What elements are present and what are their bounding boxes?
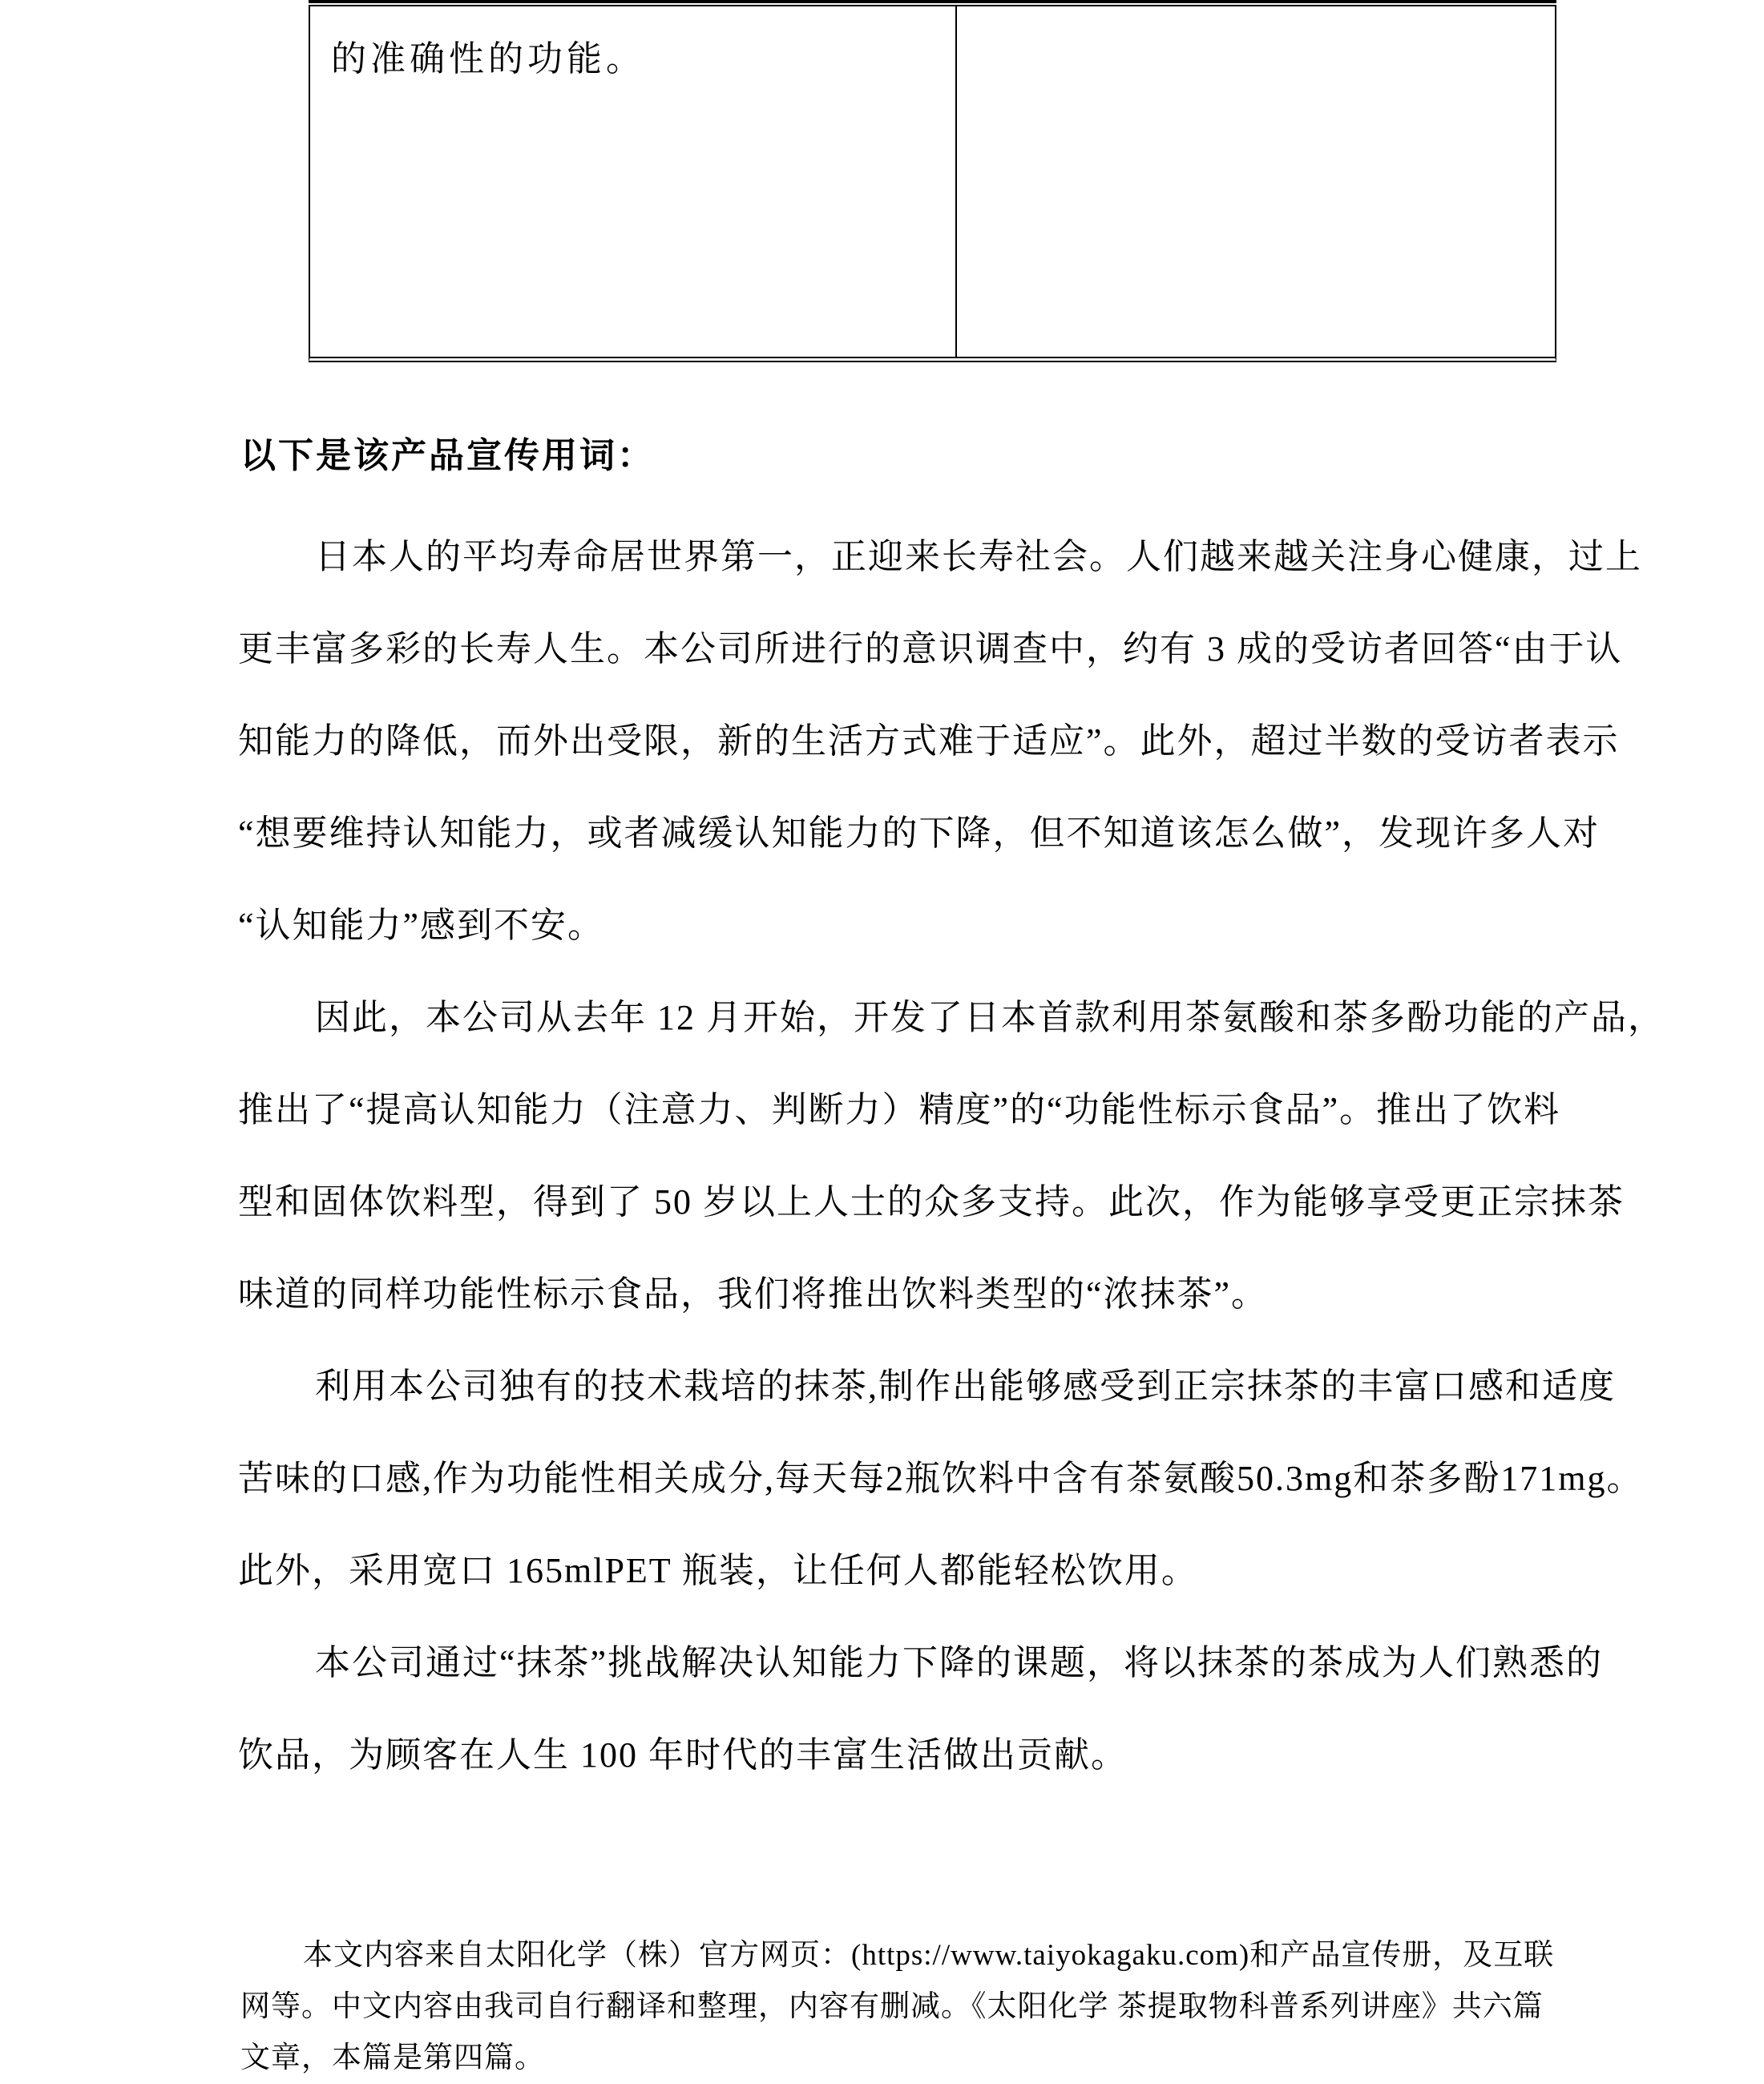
table-cell-right [957, 6, 1555, 357]
body-line: 利用本公司独有的技术栽培的抹茶,制作出能够感受到正宗抹茶的丰富口感和适度 [315, 1367, 1616, 1406]
body-text [238, 511, 1665, 1801]
section-heading: 以下是该产品宣传用词： [240, 436, 655, 475]
product-table [309, 5, 1556, 362]
table-top-rule [309, 0, 1556, 3]
body-line: 因此，本公司从去年 12 月开始，开发了日本首款利用茶氨酸和茶多酚功能的产品， [315, 998, 1665, 1037]
body-line: 本公司通过“抹茶”挑战解决认知能力下降的课题，将以抹茶的茶成为人们熟悉的 [315, 1643, 1604, 1682]
footer-note [240, 1930, 1635, 2084]
table-cell-left-text: 的准确性的功能。 [331, 39, 645, 79]
body-line: 此外，采用宽口 165mlPET 瓶装，让任何人都能轻松饮用。 [238, 1551, 1198, 1590]
body-line: 知能力的降低，而外出受限，新的生活方式难于适应”。此外，超过半数的受访者表示 [238, 721, 1620, 761]
body-line: 苦味的口感,作为功能性相关成分,每天每2瓶饮料中含有茶氨酸50.3mg和茶多酚171mg。 [238, 1459, 1644, 1498]
body-line: 型和固体饮料型，得到了 50 岁以上人士的众多支持。此次，作为能够享受更正宗抹茶 [238, 1182, 1625, 1222]
body-line: 日本人的平均寿命居世界第一，正迎来长寿社会。人们越来越关注身心健康，过上 [315, 537, 1642, 576]
table-cell-left [310, 6, 957, 357]
body-line: 更丰富多彩的长寿人生。本公司所进行的意识调查中，约有 3 成的受访者回答“由于认 [238, 629, 1623, 668]
body-line: 味道的同样功能性标示食品，我们将推出饮料类型的“浓抹茶”。 [238, 1274, 1269, 1314]
footer-line: 网等。中文内容由我司自行翻译和整理，内容有删减。《太阳化学 茶提取物科普系列讲座》共六篇 [240, 1990, 1544, 2023]
body-line: “想要维持认知能力，或者减缓认知能力的下降，但不知道该怎么做”，发现许多人对 [238, 814, 1601, 853]
body-line: “认知能力”感到不安。 [238, 906, 605, 945]
footer-line: 本文内容来自太阳化学（株）官方网页：(https://www.taiyokagaku.com)和产品宣传册，及互联 [303, 1939, 1555, 1972]
footer-line: 文章，本篇是第四篇。 [240, 2042, 545, 2074]
body-line: 推出了“提高认知能力（注意力、判断力）精度”的“功能性标示食品”。推出了饮料 [238, 1090, 1561, 1129]
body-line: 饮品，为顾客在人生 100 年时代的丰富生活做出贡献。 [238, 1735, 1128, 1775]
